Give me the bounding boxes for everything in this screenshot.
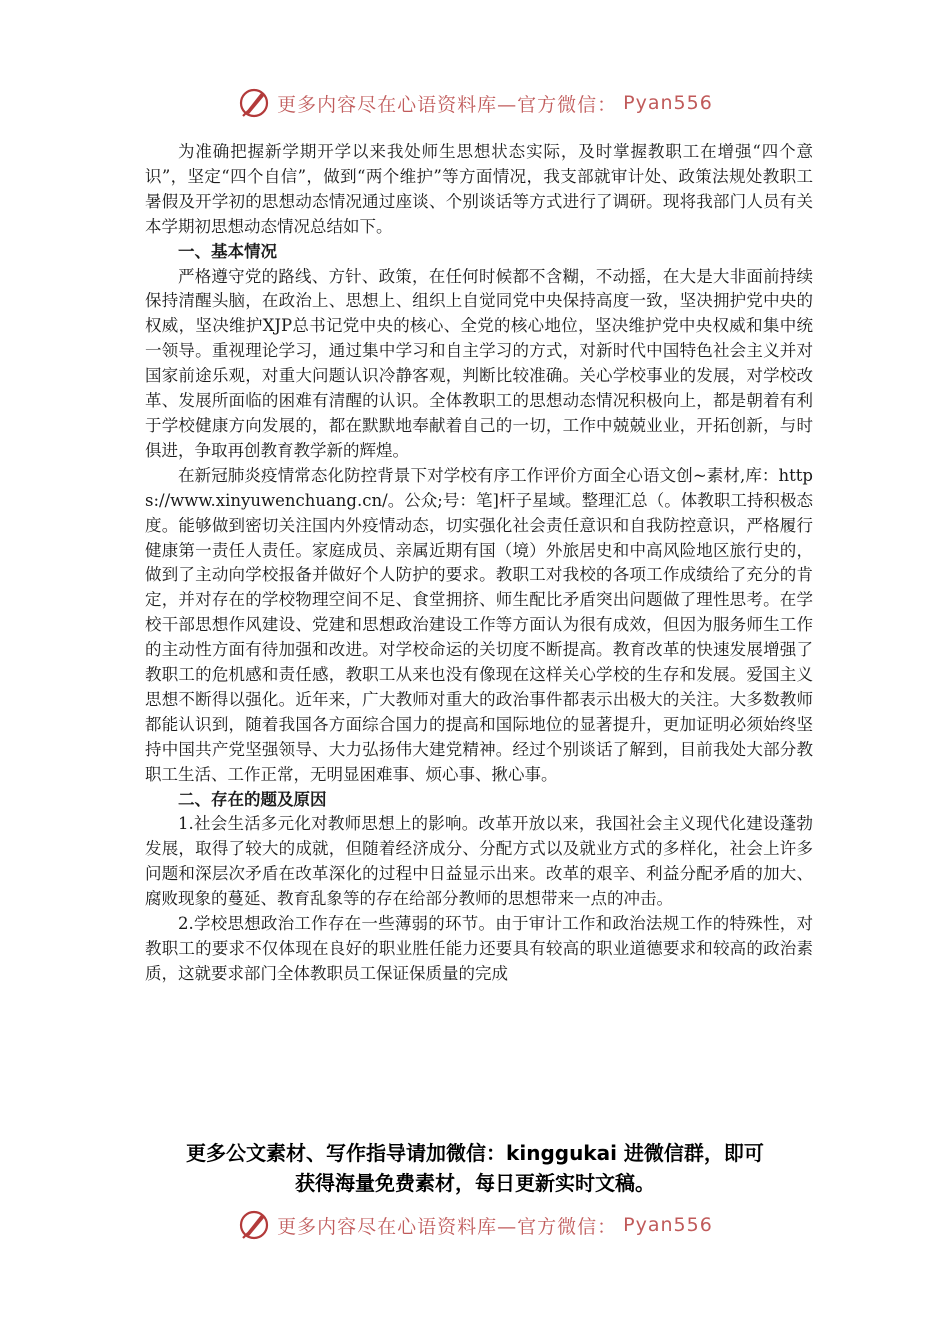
footer-banner xyxy=(0,1208,950,1242)
header-banner-text: 更多内容尽在心语资料库—官方微信： xyxy=(277,93,618,116)
intro-paragraph: 为准确把握新学期开学以来我处师生思想状态实际，及时掌握教职工在增强“四个意识”，坚定“四个自信”，做到“两个维护”等方面情况，我支部就审计处、政策法规处教职工暑假及开学初的思想动态情况通过座谈、个别谈话等方式进行了调研。现将我部门人员有关本学期初思想动态情况总结如下。 xyxy=(145,142,813,236)
quill-logo-icon xyxy=(237,86,271,120)
basic-situation-paragraph: 严格遵守党的路线、方针、政策，在任何时候都不含糊，不动摇，在大是大非面前持续保持清醒头脑，在政治上、思想上、组织上自觉同党中央保持高度一致，坚决拥护党中央的权威，坚决维护XJP总书记党中央的核心、全党的核心地位，坚决维护党中央权威和集中统一领导。重视理论学习，通过集中学习和自主学习的方式，对新时代中国特色社会主义并对国家前途乐观，对重大问题认识冷静客观，判断比较准确。关心学校事业的发展，对学校改革、发展所面临的困难有清醒的认识。全体教职工的思想动态情况积极向上，都是朝着有利于学校健康方向发展的，都在默默地奉献着自己的一切，工作中兢兢业业，开拓创新，与时俱进，争取再创教育教学新的辉煌。 xyxy=(145,266,813,460)
footer-banner-text: 更多内容尽在心语资料库—官方微信： xyxy=(277,1215,618,1238)
quill-logo-icon xyxy=(237,1208,271,1242)
header-banner xyxy=(0,86,950,120)
promo-line-2: 获得海量免费素材，每日更新实时文稿。 xyxy=(295,1171,655,1195)
problem-item-2: 2.学校思想政治工作存在一些薄弱的环节。由于审计工作和政治法规工作的特殊性，对教职工的要求不仅体现在良好的职业胜任能力还要具有较高的职业道德要求和较高的政治素质，这就要求部门全体教职员工保证保质量的完成 xyxy=(145,914,813,983)
epidemic-paragraph: 在新冠肺炎疫情常态化防控背景下对学校有序工作评价方面全心语文创~素材,库：https://www.xinyuwenchuang.cn/。公众;号：笔]杆子星域。整理汇总（。体教职工持积极态度。能够做到密切关注国内外疫情动态，切实强化社会责任意识和自我防控意识，严格履行健康第一责任人责任。家庭成员、亲属近期有国（境）外旅居史和中高风险地区旅行史的，做到了主动向学校报备并做好个人防护的要求。教职工对我校的各项工作成绩给了充分的肯定，并对存在的学校物理空间不足、食堂拥挤、师生配比矛盾突出问题做了理性思考。在学校干部思想作风建设、党建和思想政治建设工作等方面认为很有成效，但因为服务师生工作的主动性方面有待加强和改进。对学校命运的关切度不断提高。教育改革的快速发展增强了教职工的危机感和责任感，教职工从来也没有像现在这样关心学校的生存和发展。爱国主义思想不断得以强化。近年来，广大教师对重大的政治事件都表示出极大的关注。大多数教师都能认识到，随着我国各方面综合国力的提高和国际地位的显著提升，更加证明必须始终坚持中国共产党坚强领导、大力弘扬伟大建党精神。经过个别谈话了解到，目前我处大部分教职工生活、工作正常，无明显困难事、烦心事、揪心事。 xyxy=(145,465,813,784)
footer-wechat-id: Pyan556 xyxy=(623,1214,713,1236)
section-heading-problems: 二、存在的题及原因 xyxy=(178,789,327,809)
problem-item-1: 1.社会生活多元化对教师思想上的影响。改革开放以来，我国社会主义现代化建设蓬勃发展，取得了较大的成就，但随着经济成分、分配方式以及就业方式的多样化，社会上许多问题和深层次矛盾在改革深化的过程中日益显示出来。改革的艰辛、利益分配矛盾的加大、腐败现象的蔓延、教育乱象等的存在给部分教师的思想带来一点的冲击。 xyxy=(145,814,813,909)
promo-line-1: 更多公文素材、写作指导请加微信：kinggukai 进微信群，即可 xyxy=(186,1141,764,1165)
section-heading-basic-situation: 一、基本情况 xyxy=(178,241,277,261)
header-wechat-id: Pyan556 xyxy=(623,92,713,114)
document-body xyxy=(145,140,813,987)
promo-notice xyxy=(0,1138,950,1198)
